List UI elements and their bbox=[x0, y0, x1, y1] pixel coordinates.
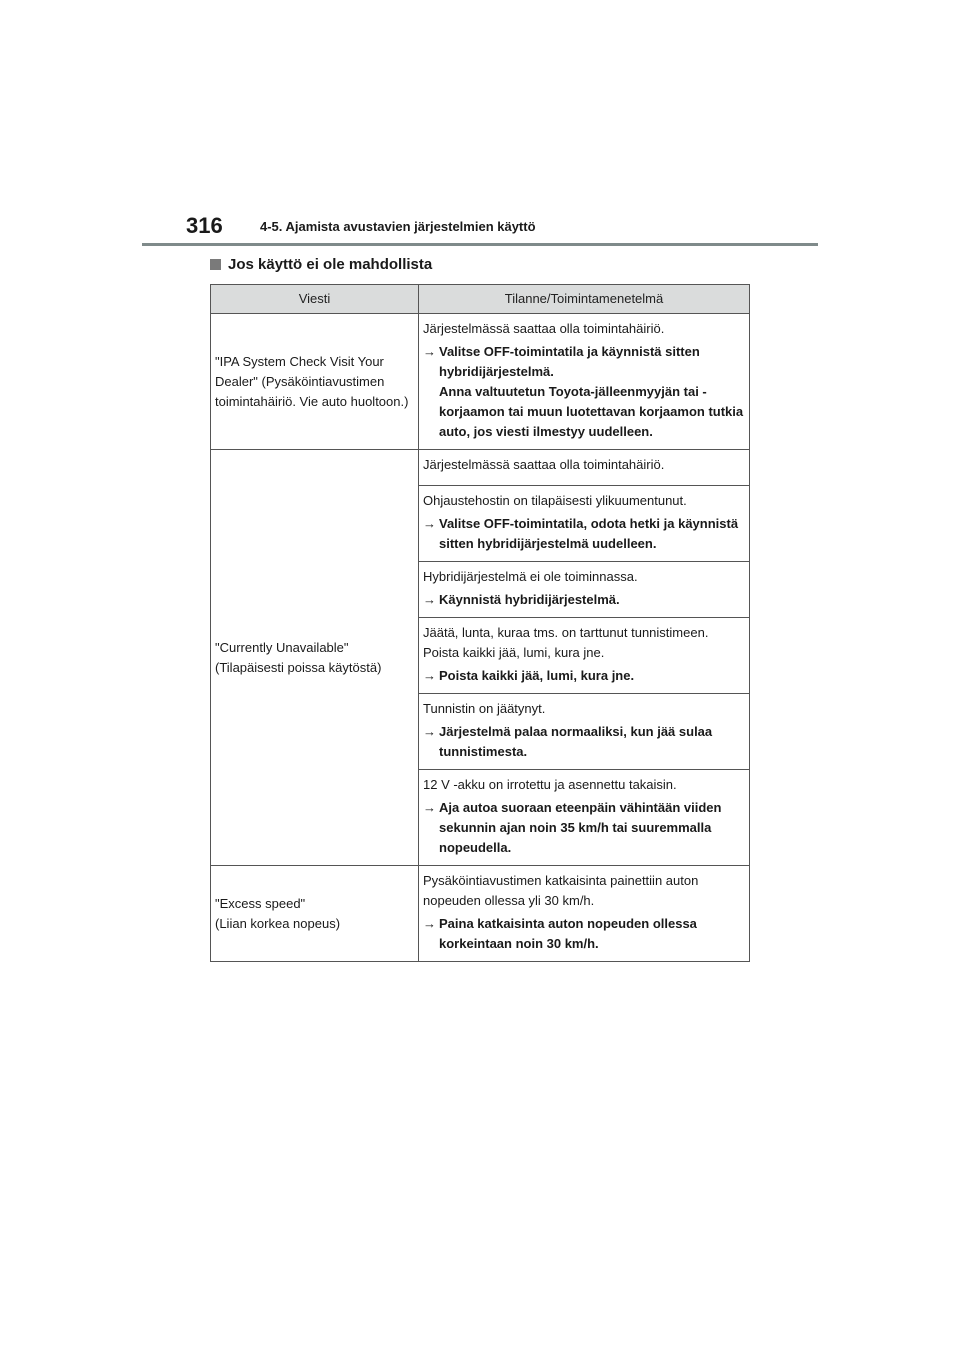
action-text bbox=[423, 590, 745, 610]
condition-text: Järjestelmässä saattaa olla toimintahäiriö. bbox=[423, 321, 665, 336]
situation-cell bbox=[419, 450, 750, 866]
column-header-message: Viesti bbox=[211, 285, 419, 314]
condition-text: Tunnistin on jäätynyt. bbox=[423, 701, 546, 716]
action-text bbox=[423, 514, 745, 554]
arrow-right-icon: → bbox=[423, 592, 436, 607]
condition-text: Pysäköintiavustimen katkaisinta painettiin auton nopeuden ollessa yli 30 km/h. bbox=[423, 873, 699, 908]
action-label: Käynnistä hybridijärjestelmä. bbox=[439, 592, 620, 607]
page-number: 316 bbox=[186, 213, 223, 238]
table-header-row bbox=[211, 285, 750, 314]
table-row bbox=[211, 866, 750, 962]
situation-item bbox=[419, 314, 749, 449]
chapter-title: 4-5. Ajamista avustavien järjestelmien käyttö bbox=[260, 219, 536, 234]
arrow-right-icon: → bbox=[423, 800, 436, 815]
arrow-right-icon: → bbox=[423, 344, 436, 359]
situation-cell bbox=[419, 866, 750, 962]
action-text bbox=[423, 722, 745, 762]
condition-text: Ohjaustehostin on tilapäisesti ylikuumentunut. bbox=[423, 493, 687, 508]
section-title: Jos käyttö ei ole mahdollista bbox=[228, 256, 433, 273]
action-label: Aja autoa suoraan eteenpäin vähintään viiden sekunnin ajan noin 35 km/h tai suuremmalla nopeudella. bbox=[439, 800, 722, 855]
condition-text: Jäätä, lunta, kuraa tms. on tarttunut tunnistimeen. Poista kaikki jää, lumi, kura jne. bbox=[423, 625, 709, 660]
arrow-right-icon: → bbox=[423, 668, 436, 683]
action-label: Poista kaikki jää, lumi, kura jne. bbox=[439, 668, 635, 683]
action-text bbox=[423, 798, 745, 858]
situation-item bbox=[419, 485, 749, 561]
section-heading bbox=[210, 256, 432, 273]
arrow-right-icon: → bbox=[423, 516, 436, 531]
situation-item bbox=[419, 561, 749, 617]
action-label: Valitse OFF-toimintatila ja käynnistä sitten hybridijärjestelmä. Anna valtuutetun Toyota-jälleenmyyjän tai -korjaamon tai muun luotettavan korjaamon tutkia auto, jos viesti ilmestyy uudelleen. bbox=[439, 344, 744, 439]
action-text bbox=[423, 666, 745, 686]
message-cell: "Excess speed" (Liian korkea nopeus) bbox=[211, 866, 419, 962]
action-label: Paina katkaisinta auton nopeuden ollessa korkeintaan noin 30 km/h. bbox=[439, 916, 697, 951]
situation-item bbox=[419, 693, 749, 769]
message-table bbox=[210, 284, 750, 962]
header-divider bbox=[142, 243, 818, 246]
message-cell: "IPA System Check Visit Your Dealer" (Pysäköintiavustimen toimintahäiriö. Vie auto huoltoon.) bbox=[211, 314, 419, 450]
message-cell: "Currently Unavailable" (Tilapäisesti poissa käytöstä) bbox=[211, 450, 419, 866]
action-text bbox=[423, 914, 745, 954]
arrow-right-icon: → bbox=[423, 724, 436, 739]
table-row bbox=[211, 450, 750, 866]
situation-item bbox=[419, 769, 749, 865]
condition-text: 12 V -akku on irrotettu ja asennettu takaisin. bbox=[423, 777, 677, 792]
column-header-situation: Tilanne/Toimintamenetelmä bbox=[419, 285, 750, 314]
square-bullet-icon bbox=[210, 259, 221, 270]
action-label: Järjestelmä palaa normaaliksi, kun jää sulaa tunnistimesta. bbox=[439, 724, 713, 759]
action-label: Valitse OFF-toimintatila, odota hetki ja käynnistä sitten hybridijärjestelmä uudelleen. bbox=[439, 516, 739, 551]
situation-cell bbox=[419, 314, 750, 450]
situation-item bbox=[419, 866, 749, 961]
condition-text: Hybridijärjestelmä ei ole toiminnassa. bbox=[423, 569, 638, 584]
action-text bbox=[423, 342, 745, 442]
table-row bbox=[211, 314, 750, 450]
condition-text: Järjestelmässä saattaa olla toimintahäiriö. bbox=[423, 457, 665, 472]
situation-item bbox=[419, 450, 749, 485]
situation-item bbox=[419, 617, 749, 693]
arrow-right-icon: → bbox=[423, 916, 436, 931]
